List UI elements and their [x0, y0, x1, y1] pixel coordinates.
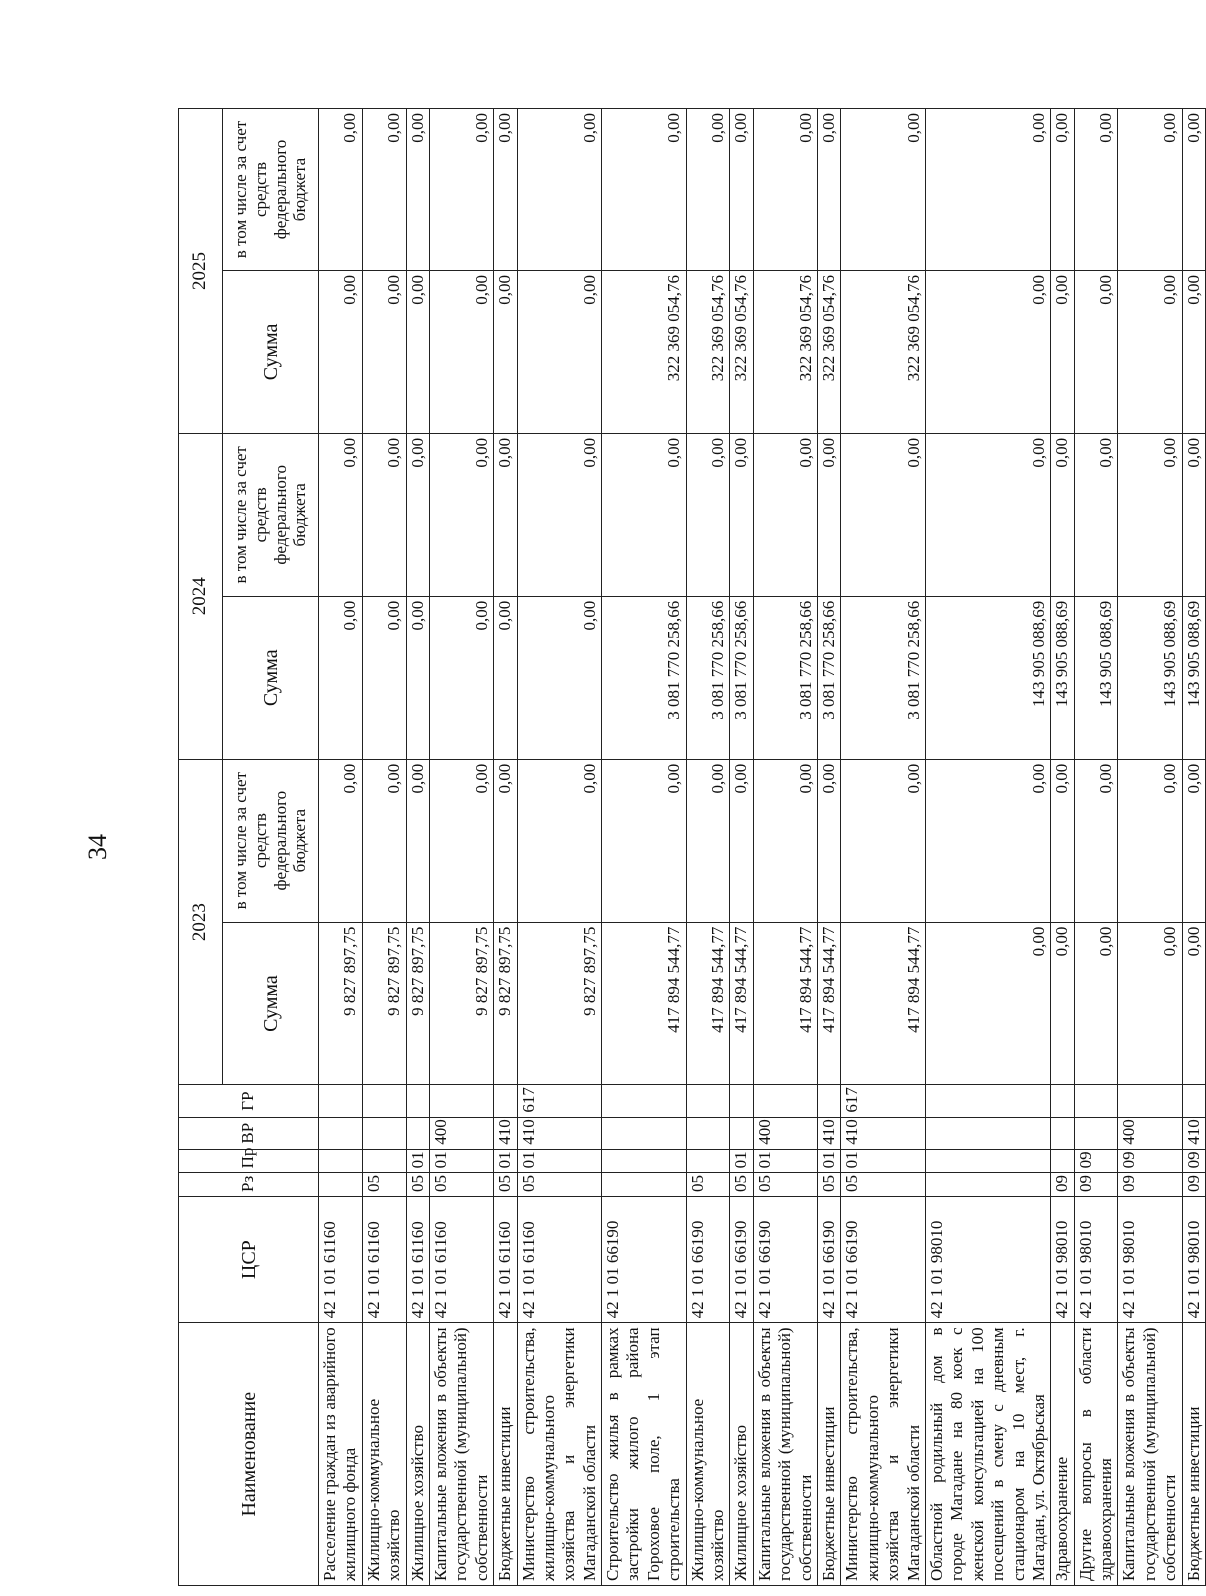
cell-vr: 410 — [517, 1117, 602, 1149]
cell-vr: 400 — [429, 1117, 493, 1149]
cell-federal-2023: 0,00 — [1118, 759, 1182, 922]
header-sum-2023: Сумма — [223, 922, 319, 1085]
cell-federal-2025: 0,00 — [730, 109, 753, 271]
table-row — [817, 109, 840, 1586]
cell-vr: 410 — [841, 1117, 926, 1149]
cell-federal-2025: 0,00 — [429, 109, 493, 271]
cell-sum-2025: 322 369 054,76 — [686, 270, 730, 433]
header-csr: ЦСР — [179, 1196, 319, 1322]
header-vr: ВР — [179, 1117, 319, 1149]
cell-pr — [319, 1149, 363, 1173]
cell-federal-2023: 0,00 — [362, 759, 406, 922]
cell-sum-2025: 0,00 — [1118, 270, 1182, 433]
cell-federal-2024: 0,00 — [925, 433, 1050, 596]
cell-federal-2024: 0,00 — [1051, 433, 1074, 596]
cell-federal-2024: 0,00 — [406, 433, 429, 596]
cell-gr — [925, 1085, 1050, 1117]
cell-sum-2025: 0,00 — [494, 270, 517, 433]
cell-pr: 01 — [753, 1149, 817, 1173]
cell-federal-2023: 0,00 — [1051, 759, 1074, 922]
cell-name: Жилищно-коммунальное хозяйство — [362, 1323, 406, 1586]
cell-csr: 42 1 01 66190 — [686, 1196, 730, 1322]
cell-gr — [494, 1085, 517, 1117]
header-sum-2025: Сумма — [223, 270, 319, 433]
table-row — [925, 109, 1050, 1586]
cell-federal-2023: 0,00 — [753, 759, 817, 922]
cell-rz: 05 — [817, 1173, 840, 1197]
table-row — [841, 109, 926, 1586]
cell-csr: 42 1 01 98010 — [1182, 1196, 1205, 1322]
cell-vr: 410 — [1182, 1117, 1205, 1149]
cell-csr: 42 1 01 66190 — [602, 1196, 687, 1322]
cell-name: Министерство строительства, жилищно-коммунального хозяйства и энергетики Магаданской области — [841, 1323, 926, 1586]
cell-csr: 42 1 01 61160 — [429, 1196, 493, 1322]
table-row — [1051, 109, 1074, 1586]
cell-sum-2025: 0,00 — [1051, 270, 1074, 433]
cell-sum-2023: 417 894 544,77 — [817, 922, 840, 1085]
cell-pr — [362, 1149, 406, 1173]
table-row — [1074, 109, 1118, 1586]
table-row — [1118, 109, 1182, 1586]
cell-federal-2024: 0,00 — [686, 433, 730, 596]
cell-csr: 42 1 01 61160 — [362, 1196, 406, 1322]
cell-csr: 42 1 01 66190 — [730, 1196, 753, 1322]
cell-rz: 09 — [1051, 1173, 1074, 1197]
cell-pr: 09 — [1074, 1149, 1118, 1173]
cell-name: Бюджетные инвестиции — [1182, 1323, 1205, 1586]
cell-federal-2023: 0,00 — [429, 759, 493, 922]
cell-csr: 42 1 01 98010 — [1118, 1196, 1182, 1322]
cell-vr — [1051, 1117, 1074, 1149]
cell-vr — [406, 1117, 429, 1149]
cell-name: Министерство строительства, жилищно-коммунального хозяйства и энергетики Магаданской области — [517, 1323, 602, 1586]
cell-gr — [686, 1085, 730, 1117]
cell-sum-2024: 3 081 770 258,66 — [686, 596, 730, 759]
table-row — [517, 109, 602, 1586]
cell-sum-2023: 9 827 897,75 — [362, 922, 406, 1085]
table-container — [178, 108, 1203, 1586]
cell-pr — [686, 1149, 730, 1173]
cell-federal-2023: 0,00 — [1074, 759, 1118, 922]
cell-sum-2025: 0,00 — [429, 270, 493, 433]
cell-sum-2024: 0,00 — [319, 596, 363, 759]
cell-federal-2024: 0,00 — [817, 433, 840, 596]
cell-gr — [362, 1085, 406, 1117]
cell-federal-2024: 0,00 — [841, 433, 926, 596]
cell-federal-2023: 0,00 — [494, 759, 517, 922]
cell-rz: 05 — [686, 1173, 730, 1197]
table-row — [362, 109, 406, 1586]
cell-federal-2025: 0,00 — [602, 109, 687, 271]
cell-pr: 01 — [429, 1149, 493, 1173]
cell-rz: 05 — [429, 1173, 493, 1197]
cell-sum-2023: 417 894 544,77 — [686, 922, 730, 1085]
header-name: Наименование — [179, 1323, 319, 1586]
header-rz: Рз — [179, 1173, 319, 1197]
cell-csr: 42 1 01 98010 — [1051, 1196, 1074, 1322]
cell-federal-2024: 0,00 — [602, 433, 687, 596]
cell-name: Жилищно-коммунальное хозяйство — [686, 1323, 730, 1586]
cell-federal-2025: 0,00 — [1074, 109, 1118, 271]
cell-sum-2024: 143 905 088,69 — [925, 596, 1050, 759]
cell-sum-2024: 0,00 — [429, 596, 493, 759]
cell-rz — [925, 1173, 1050, 1197]
cell-csr: 42 1 01 61160 — [494, 1196, 517, 1322]
cell-sum-2025: 322 369 054,76 — [841, 270, 926, 433]
cell-federal-2023: 0,00 — [817, 759, 840, 922]
cell-federal-2023: 0,00 — [925, 759, 1050, 922]
cell-name: Бюджетные инвестиции — [817, 1323, 840, 1586]
cell-gr — [429, 1085, 493, 1117]
table-row — [686, 109, 730, 1586]
cell-gr — [602, 1085, 687, 1117]
cell-federal-2025: 0,00 — [362, 109, 406, 271]
cell-csr: 42 1 01 61160 — [517, 1196, 602, 1322]
cell-federal-2024: 0,00 — [1118, 433, 1182, 596]
header-federal-2025: в том числе за счет средств федерального бюджета — [223, 109, 319, 271]
cell-sum-2025: 322 369 054,76 — [602, 270, 687, 433]
cell-gr — [319, 1085, 363, 1117]
cell-rz: 05 — [841, 1173, 926, 1197]
cell-vr: 410 — [494, 1117, 517, 1149]
cell-federal-2023: 0,00 — [406, 759, 429, 922]
cell-sum-2025: 322 369 054,76 — [817, 270, 840, 433]
cell-sum-2025: 0,00 — [1182, 270, 1205, 433]
cell-gr: 617 — [841, 1085, 926, 1117]
cell-federal-2024: 0,00 — [753, 433, 817, 596]
cell-sum-2023: 9 827 897,75 — [494, 922, 517, 1085]
cell-federal-2023: 0,00 — [841, 759, 926, 922]
cell-vr — [686, 1117, 730, 1149]
cell-name: Областной родильный дом в городе Магадане на 80 коек с женской консультацией на 100 посещений в смену с дневным стационаром на 10 мест, г. Магадан, ул. Октябрьская — [925, 1323, 1050, 1586]
cell-vr: 400 — [1118, 1117, 1182, 1149]
cell-federal-2025: 0,00 — [1182, 109, 1205, 271]
budget-table — [178, 108, 1206, 1586]
cell-sum-2024: 3 081 770 258,66 — [817, 596, 840, 759]
cell-vr: 410 — [817, 1117, 840, 1149]
cell-federal-2023: 0,00 — [730, 759, 753, 922]
cell-vr — [319, 1117, 363, 1149]
cell-gr — [753, 1085, 817, 1117]
cell-rz: 09 — [1074, 1173, 1118, 1197]
page-number: 34 — [83, 834, 112, 860]
table-header — [179, 109, 319, 1586]
table-row — [406, 109, 429, 1586]
cell-gr — [406, 1085, 429, 1117]
header-sum-2024: Сумма — [223, 596, 319, 759]
cell-name: Капитальные вложения в объекты государственной (муниципальной) собственности — [1118, 1323, 1182, 1586]
cell-sum-2024: 143 905 088,69 — [1118, 596, 1182, 759]
cell-sum-2025: 0,00 — [319, 270, 363, 433]
table-row — [1182, 109, 1205, 1586]
table-row — [319, 109, 363, 1586]
cell-name: Здравоохранение — [1051, 1323, 1074, 1586]
cell-rz: 05 — [517, 1173, 602, 1197]
cell-pr: 09 — [1182, 1149, 1205, 1173]
cell-sum-2024: 3 081 770 258,66 — [841, 596, 926, 759]
cell-pr: 01 — [841, 1149, 926, 1173]
cell-federal-2025: 0,00 — [319, 109, 363, 271]
cell-federal-2023: 0,00 — [1182, 759, 1205, 922]
cell-sum-2023: 9 827 897,75 — [406, 922, 429, 1085]
cell-rz: 05 — [753, 1173, 817, 1197]
cell-sum-2023: 417 894 544,77 — [753, 922, 817, 1085]
cell-sum-2024: 143 905 088,69 — [1051, 596, 1074, 759]
cell-gr — [817, 1085, 840, 1117]
header-year-2024: 2024 — [179, 433, 223, 759]
cell-sum-2024: 3 081 770 258,66 — [753, 596, 817, 759]
header-gr: ГР — [179, 1085, 319, 1117]
cell-sum-2025: 322 369 054,76 — [753, 270, 817, 433]
cell-rz: 09 — [1182, 1173, 1205, 1197]
cell-csr: 42 1 01 98010 — [1074, 1196, 1118, 1322]
cell-pr — [602, 1149, 687, 1173]
cell-rz — [319, 1173, 363, 1197]
cell-federal-2025: 0,00 — [925, 109, 1050, 271]
cell-pr: 01 — [406, 1149, 429, 1173]
table-row — [753, 109, 817, 1586]
cell-pr — [925, 1149, 1050, 1173]
cell-rz: 05 — [730, 1173, 753, 1197]
cell-name: Жилищное хозяйство — [730, 1323, 753, 1586]
cell-csr: 42 1 01 61160 — [406, 1196, 429, 1322]
cell-sum-2024: 143 905 088,69 — [1182, 596, 1205, 759]
cell-pr: 01 — [817, 1149, 840, 1173]
cell-sum-2023: 417 894 544,77 — [841, 922, 926, 1085]
cell-federal-2023: 0,00 — [319, 759, 363, 922]
cell-sum-2024: 0,00 — [362, 596, 406, 759]
cell-csr: 42 1 01 61160 — [319, 1196, 363, 1322]
table-body — [319, 109, 1206, 1586]
cell-federal-2025: 0,00 — [841, 109, 926, 271]
cell-name: Другие вопросы в области здравоохранения — [1074, 1323, 1118, 1586]
cell-name: Строительство жилья в рамках застройки жилого района Гороховое поле, 1 этап строительства — [602, 1323, 687, 1586]
cell-pr — [1051, 1149, 1074, 1173]
cell-gr — [730, 1085, 753, 1117]
cell-sum-2024: 0,00 — [406, 596, 429, 759]
table-row — [494, 109, 517, 1586]
cell-federal-2025: 0,00 — [494, 109, 517, 271]
cell-sum-2023: 417 894 544,77 — [602, 922, 687, 1085]
cell-federal-2025: 0,00 — [817, 109, 840, 271]
cell-sum-2023: 0,00 — [925, 922, 1050, 1085]
cell-sum-2023: 9 827 897,75 — [319, 922, 363, 1085]
cell-rz: 05 — [362, 1173, 406, 1197]
cell-federal-2024: 0,00 — [1074, 433, 1118, 596]
cell-federal-2024: 0,00 — [494, 433, 517, 596]
cell-sum-2025: 322 369 054,76 — [730, 270, 753, 433]
cell-vr — [925, 1117, 1050, 1149]
cell-federal-2023: 0,00 — [686, 759, 730, 922]
cell-federal-2023: 0,00 — [517, 759, 602, 922]
cell-vr — [362, 1117, 406, 1149]
header-federal-2024: в том числе за счет средств федерального бюджета — [223, 433, 319, 596]
cell-gr — [1182, 1085, 1205, 1117]
cell-pr: 01 — [517, 1149, 602, 1173]
cell-gr — [1118, 1085, 1182, 1117]
table-row — [730, 109, 753, 1586]
cell-federal-2023: 0,00 — [602, 759, 687, 922]
cell-sum-2023: 417 894 544,77 — [730, 922, 753, 1085]
cell-sum-2023: 9 827 897,75 — [517, 922, 602, 1085]
cell-csr: 42 1 01 66190 — [753, 1196, 817, 1322]
cell-sum-2025: 0,00 — [1074, 270, 1118, 433]
cell-sum-2024: 3 081 770 258,66 — [602, 596, 687, 759]
cell-pr: 09 — [1118, 1149, 1182, 1173]
cell-vr — [730, 1117, 753, 1149]
cell-vr — [602, 1117, 687, 1149]
table-row — [602, 109, 687, 1586]
cell-rz — [602, 1173, 687, 1197]
cell-gr — [1051, 1085, 1074, 1117]
cell-federal-2025: 0,00 — [1051, 109, 1074, 271]
cell-csr: 42 1 01 66190 — [817, 1196, 840, 1322]
cell-name: Расселение граждан из аварийного жилищного фонда — [319, 1323, 363, 1586]
cell-pr: 01 — [494, 1149, 517, 1173]
table-row — [429, 109, 493, 1586]
cell-federal-2025: 0,00 — [1118, 109, 1182, 271]
cell-rz: 09 — [1118, 1173, 1182, 1197]
cell-sum-2023: 0,00 — [1051, 922, 1074, 1085]
header-pr: Пр — [179, 1149, 319, 1173]
cell-vr: 400 — [753, 1117, 817, 1149]
cell-name: Жилищное хозяйство — [406, 1323, 429, 1586]
cell-sum-2024: 3 081 770 258,66 — [730, 596, 753, 759]
header-year-2025: 2025 — [179, 109, 223, 434]
cell-federal-2024: 0,00 — [319, 433, 363, 596]
cell-gr — [1074, 1085, 1118, 1117]
cell-pr: 01 — [730, 1149, 753, 1173]
cell-gr: 617 — [517, 1085, 602, 1117]
cell-name: Капитальные вложения в объекты государственной (муниципальной) собственности — [753, 1323, 817, 1586]
cell-sum-2025: 0,00 — [362, 270, 406, 433]
cell-sum-2023: 9 827 897,75 — [429, 922, 493, 1085]
cell-sum-2024: 0,00 — [517, 596, 602, 759]
cell-federal-2024: 0,00 — [429, 433, 493, 596]
cell-federal-2024: 0,00 — [362, 433, 406, 596]
cell-rz: 05 — [494, 1173, 517, 1197]
header-federal-2023: в том числе за счет средств федерального бюджета — [223, 759, 319, 922]
cell-sum-2023: 0,00 — [1074, 922, 1118, 1085]
cell-federal-2025: 0,00 — [753, 109, 817, 271]
cell-sum-2023: 0,00 — [1182, 922, 1205, 1085]
cell-sum-2023: 0,00 — [1118, 922, 1182, 1085]
cell-sum-2024: 143 905 088,69 — [1074, 596, 1118, 759]
cell-name: Капитальные вложения в объекты государственной (муниципальной) собственности — [429, 1323, 493, 1586]
cell-sum-2025: 0,00 — [925, 270, 1050, 433]
cell-federal-2024: 0,00 — [517, 433, 602, 596]
cell-rz: 05 — [406, 1173, 429, 1197]
header-year-2023: 2023 — [179, 759, 223, 1085]
cell-sum-2025: 0,00 — [406, 270, 429, 433]
cell-federal-2025: 0,00 — [686, 109, 730, 271]
cell-sum-2024: 0,00 — [494, 596, 517, 759]
cell-federal-2025: 0,00 — [406, 109, 429, 271]
cell-federal-2024: 0,00 — [730, 433, 753, 596]
cell-vr — [1074, 1117, 1118, 1149]
cell-csr: 42 1 01 66190 — [841, 1196, 926, 1322]
cell-name: Бюджетные инвестиции — [494, 1323, 517, 1586]
cell-csr: 42 1 01 98010 — [925, 1196, 1050, 1322]
cell-sum-2025: 0,00 — [517, 270, 602, 433]
rotated-table-frame — [178, 108, 1203, 1586]
cell-federal-2024: 0,00 — [1182, 433, 1205, 596]
cell-federal-2025: 0,00 — [517, 109, 602, 271]
